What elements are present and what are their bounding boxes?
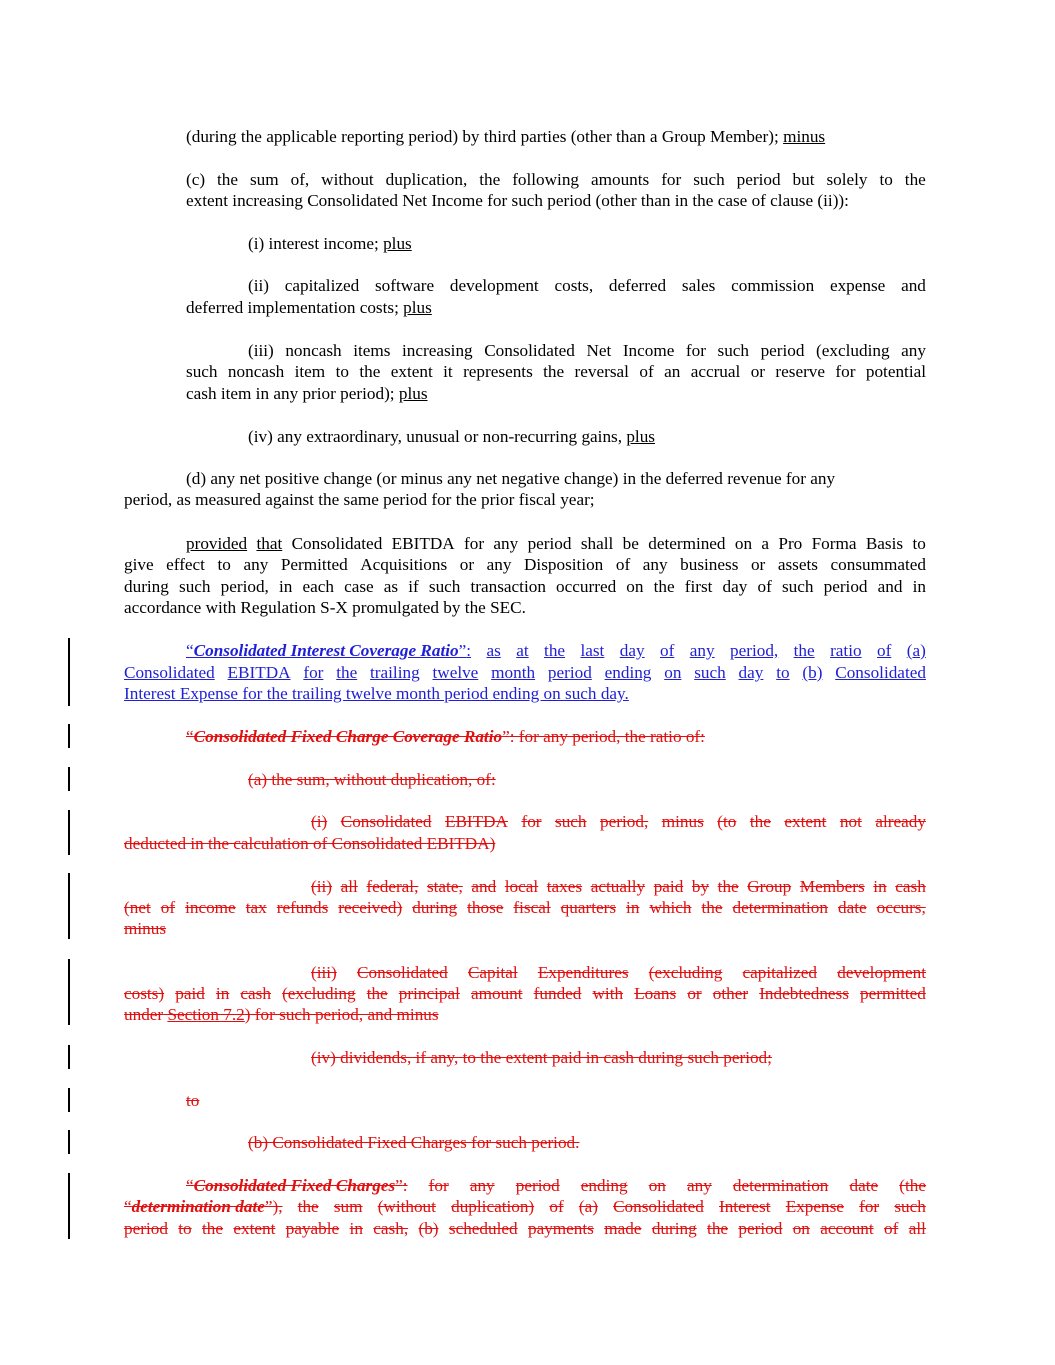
cfccr-clause-i-line: (i) Consolidated EBITDA for such period, minus (to the extent not already [311,812,926,831]
cfccr-clause-ii-line: (ii) all federal, state, and local taxes actually paid by the Group Members in cash [311,877,926,896]
cfccr-clause-b: (b) Consolidated Fixed Charges for such period. [248,1133,580,1152]
clause-c-line: extent increasing Consolidated Net Income for such period (other than in the case of clause (ii)): [186,191,849,210]
cicr-definition-line: Interest Expense for the trailing twelve month period ending on such day. [124,684,629,703]
proviso-line: during such period, in each case as if such transaction occurred on the first day of such period and in [124,577,926,596]
change-bar [68,873,70,939]
clause-d-line: (d) any net positive change (or minus any net negative change) in the deferred revenue for any [186,469,836,488]
change-bar [68,1173,70,1239]
proviso-line: accordance with Regulation S-X promulgated by the SEC. [124,598,526,617]
change-bar [68,959,70,1025]
cicr-term: Consolidated Interest Coverage Ratio [193,641,459,660]
change-bar [68,810,70,855]
cfccr-to: to [186,1091,200,1110]
cfccr-clause-i-line: deducted in the calculation of Consolidated EBITDA) [124,834,496,853]
clause-c-line: (c) the sum of, without duplication, the following amounts for such period but solely to the [186,170,926,189]
clause-iii-line: such noncash item to the extent it represents the reversal of an accrual or reserve for potential [186,362,926,381]
change-bar [68,1088,70,1112]
clause-iv: (iv) any extraordinary, unusual or non-recurring gains, plus [248,427,655,446]
proviso-line: give effect to any Permitted Acquisitions or any Disposition of any business or assets consummated [124,555,926,574]
cfccr-clause-ii-line: minus [124,919,167,938]
cfccr-clause-iii-line: under Section 7.2) for such period, and minus [124,1005,439,1024]
cfccr-clause-iii-line: costs) paid in cash (excluding the principal amount funded with Loans or other Indebtedness permitted [124,984,926,1003]
cfccr-clause-iv: (iv) dividends, if any, to the extent paid in cash during such period; [311,1048,772,1067]
change-bar [68,724,70,748]
cfc-definition-line: “determination date”), the sum (without duplication) of (a) Consolidated Interest Expense for such [124,1197,926,1216]
proviso-line: provided that Consolidated EBITDA for any period shall be determined on a Pro Forma Basis to [186,534,926,553]
change-bar [68,638,70,706]
cfccr-clause-iii-line: (iii) Consolidated Capital Expenditures (excluding capitalized development [311,963,926,982]
cfc-term: Consolidated Fixed Charges [193,1176,396,1195]
cfccr-clause-ii-line: (net of income tax refunds received) during those fiscal quarters in which the determination date occurs, [124,898,926,917]
change-bar [68,1130,70,1154]
change-bar [68,1045,70,1069]
cfccr-clause-a: (a) the sum, without duplication, of: [248,770,496,789]
determination-date-term: determination date [131,1197,265,1216]
clause-ii-line: (ii) capitalized software development costs, deferred sales commission expense and [248,276,926,295]
clause-ii-line: deferred implementation costs; plus [186,298,432,317]
cfccr-term: Consolidated Fixed Charge Coverage Ratio [193,727,503,746]
clause-d-line: period, as measured against the same period for the prior fiscal year; [124,490,595,509]
change-bar [68,767,70,791]
cfccr-definition: “Consolidated Fixed Charge Coverage Ratio”: for any period, the ratio of: [186,727,705,746]
paragraph-line: (during the applicable reporting period) by third parties (other than a Group Member); minus [186,127,826,146]
cfc-definition-line: “Consolidated Fixed Charges”: for any period ending on any determination date (the [186,1176,926,1195]
connector-minus: minus [783,127,826,146]
section-reference: Section 7.2 [167,1005,245,1024]
clause-iii-line: (iii) noncash items increasing Consolidated Net Income for such period (excluding any [248,341,926,360]
cicr-definition-line: Consolidated EBITDA for the trailing twelve month period ending on such day to (b) Consolidated [124,663,926,682]
clause-iii-line: cash item in any prior period); plus [186,384,428,403]
clause-i: (i) interest income; plus [248,234,412,253]
cicr-definition-line: “Consolidated Interest Coverage Ratio”: as at the last day of any period, the ratio of (a) [186,641,926,660]
cfc-definition-line: period to the extent payable in cash, (b) scheduled payments made during the period on account of all [124,1219,926,1238]
